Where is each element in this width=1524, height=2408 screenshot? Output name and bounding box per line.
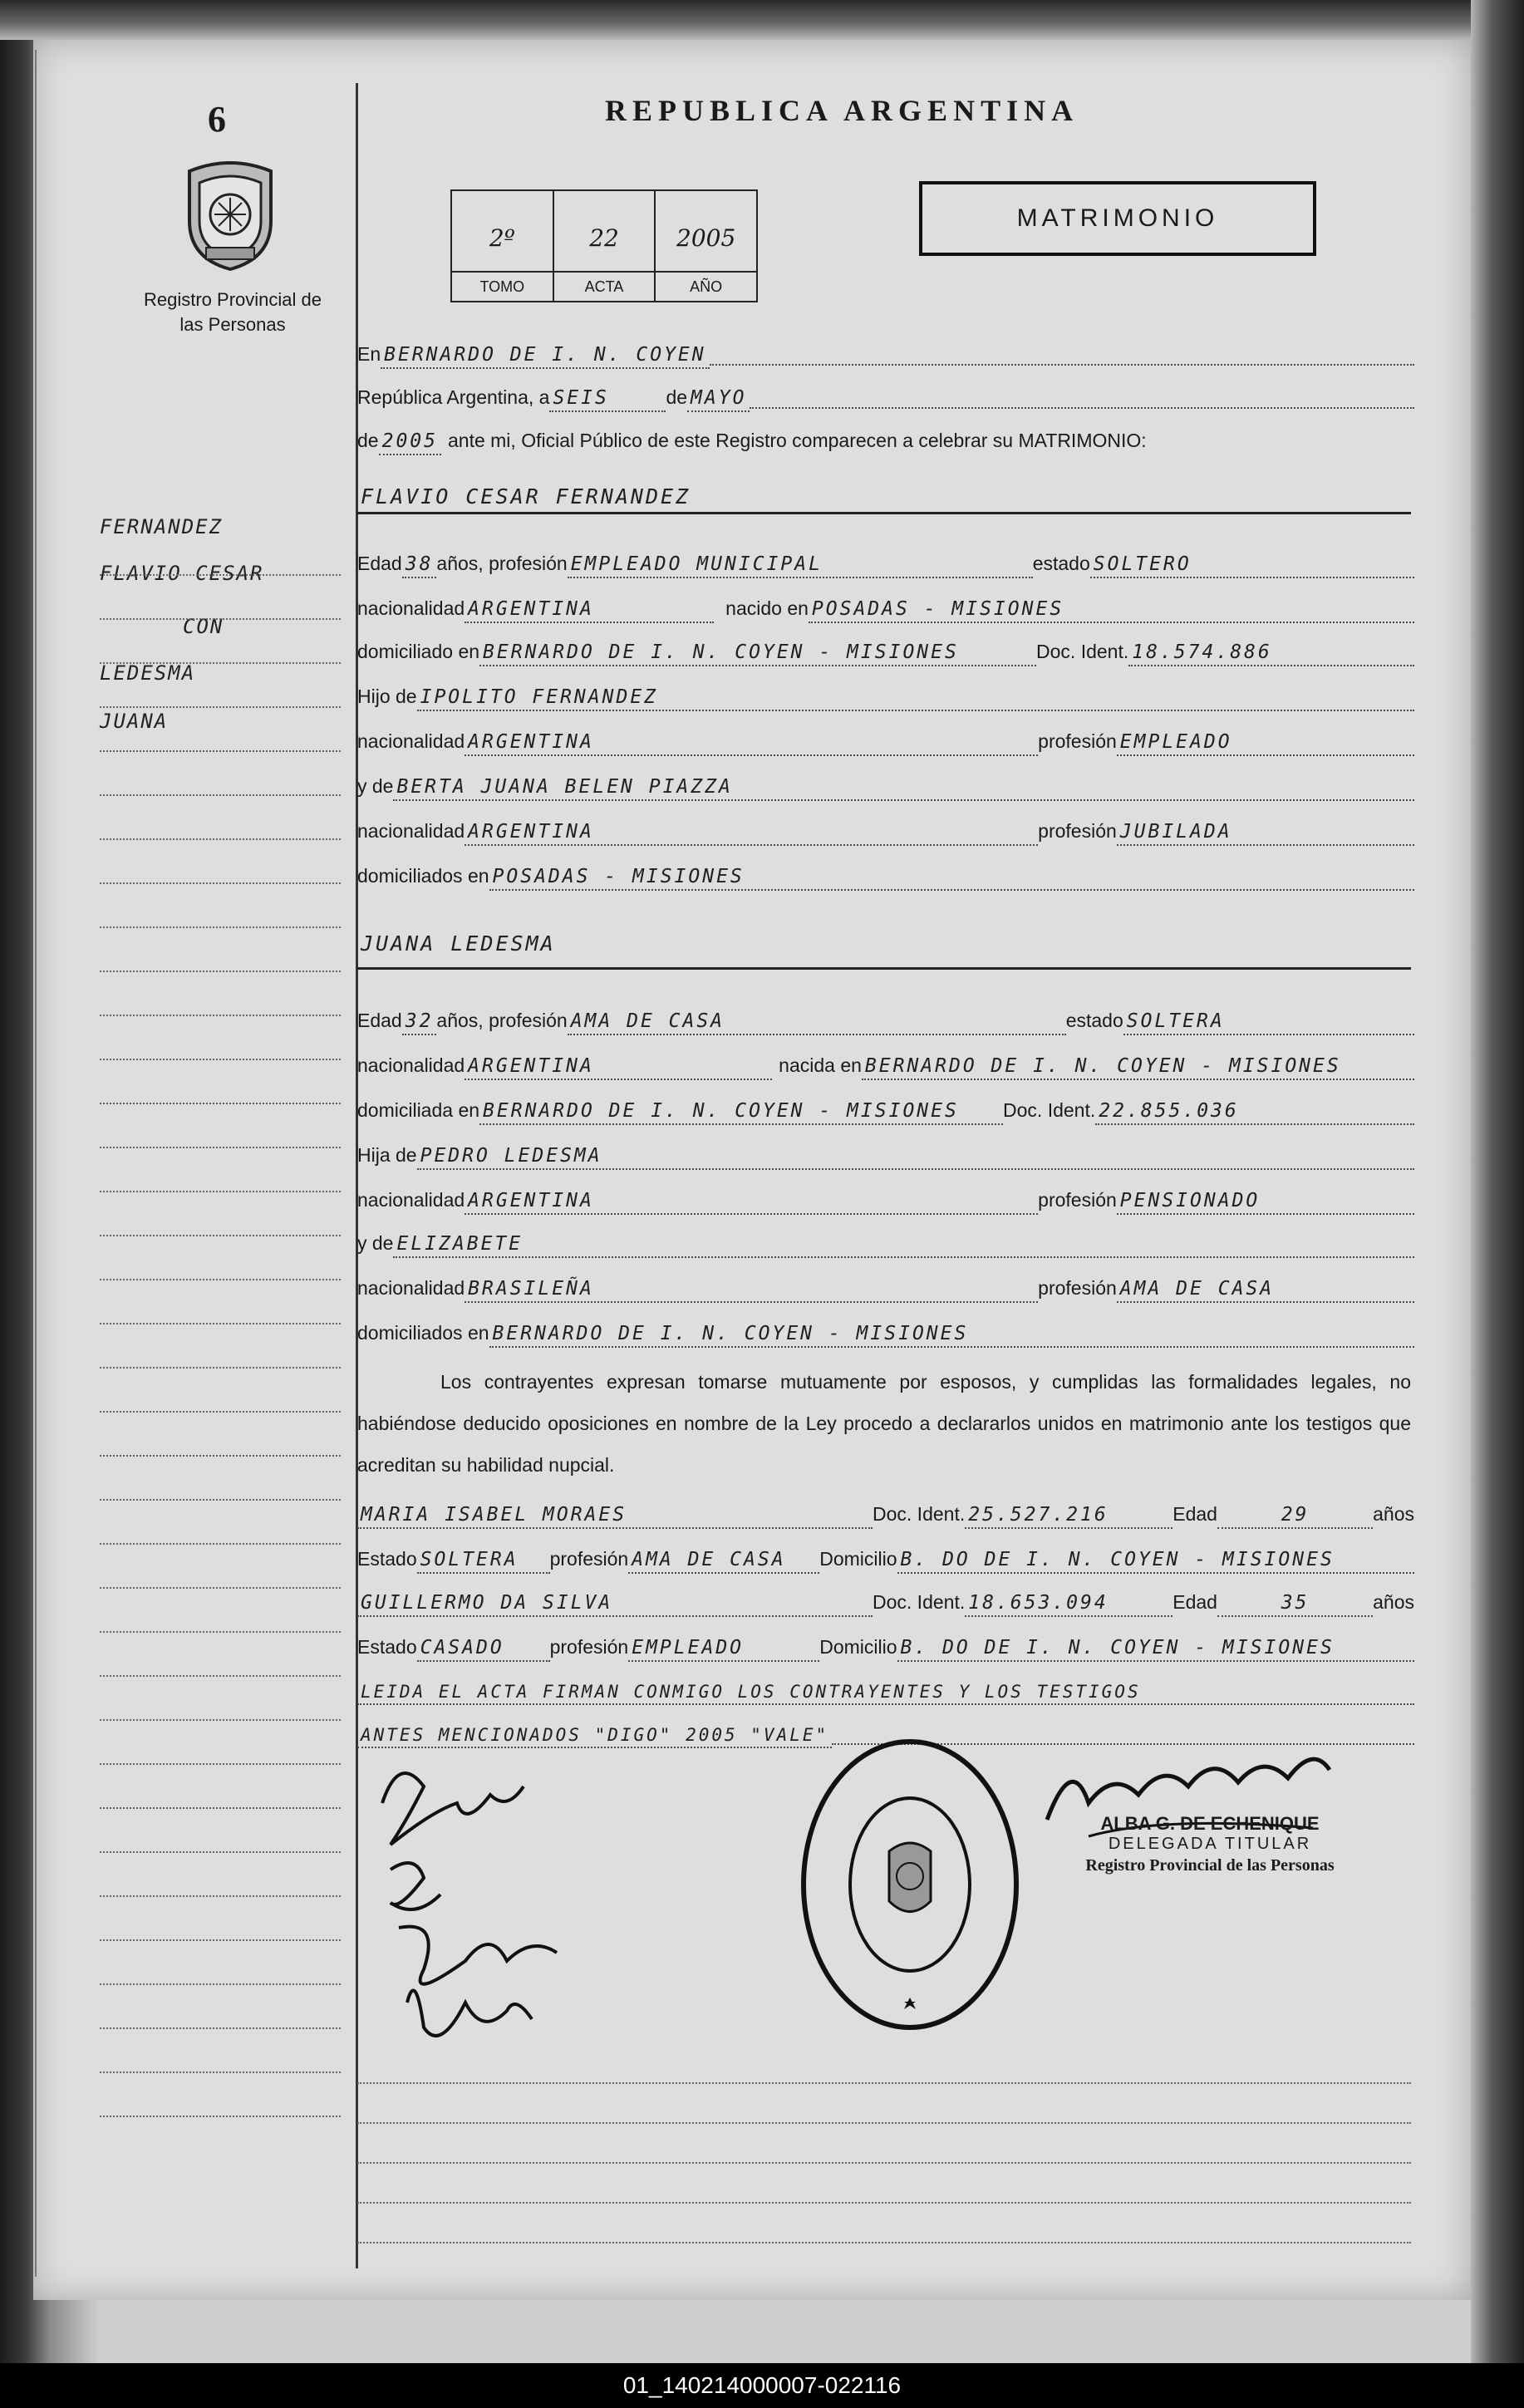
field-testigo-domicilio: B. DO DE I. N. COYEN - MISIONES xyxy=(897,1637,1414,1662)
anio-cell xyxy=(656,191,756,301)
field-dia: SEIS xyxy=(549,387,666,412)
firma-nombre: ALBA G. DE ECHENIQUE xyxy=(1100,1813,1320,1834)
row-testigo-2 xyxy=(357,1584,1414,1617)
label: nacida en xyxy=(779,1054,862,1076)
tomo-value: 2º xyxy=(489,224,515,252)
field-profesion: EMPLEADO MUNICIPAL xyxy=(568,553,1033,578)
label: profesión xyxy=(1038,820,1117,842)
field-nacido: POSADAS - MISIONES xyxy=(809,598,1414,623)
row-testigo-1-b xyxy=(357,1541,1414,1574)
field-madre-profesion: AMA DE CASA xyxy=(1117,1278,1414,1303)
label: Doc. Ident. xyxy=(1003,1099,1096,1121)
label: Estado xyxy=(357,1636,417,1658)
field-padre-nacionalidad: ARGENTINA xyxy=(465,1190,1038,1215)
acta-type-box: MATRIMONIO xyxy=(919,181,1316,256)
label: estado xyxy=(1065,1010,1123,1031)
row-testigo-1 xyxy=(357,1496,1414,1529)
tomo-cell xyxy=(452,191,554,301)
book-edge-top xyxy=(0,0,1524,40)
firma-organismo: Registro Provincial de las Personas xyxy=(1085,1856,1335,1875)
label: domiciliados en xyxy=(357,865,489,887)
folio-number: 6 xyxy=(208,99,226,140)
republica-title: REPUBLICA ARGENTINA xyxy=(605,94,1079,127)
field-madre: ELIZABETE xyxy=(393,1233,1414,1258)
intro-text: ante mi, Oficial Público de este Registro comparecen a celebrar su MATRIMONIO: xyxy=(447,430,1147,451)
row-dom-1 xyxy=(357,633,1414,666)
field-testigo-nombre: MARIA ISABEL MORAES xyxy=(357,1504,873,1529)
row-madre-2 xyxy=(357,1225,1414,1258)
field-nombre-contrayente-1: FLAVIO CESAR FERNANDEZ xyxy=(361,484,691,509)
row-madre-nac-2 xyxy=(357,1270,1414,1303)
field-testigo-profesion: EMPLEADO xyxy=(628,1637,819,1662)
row-nac-2 xyxy=(357,1047,1414,1080)
label: domiciliados en xyxy=(357,1322,489,1344)
row-hija-2 xyxy=(357,1137,1414,1170)
label: Doc. Ident. xyxy=(1036,641,1129,662)
declaracion-text: Los contrayentes expresan tomarse mutuamente por esposos, y cumplidas las formalidades legales, no habiéndose deducido oposiciones en nombre de la Ley procedo a declararlos unidos en matrimonio ante los testigos que acreditan su habilidad nupcial. xyxy=(357,1371,1411,1476)
field-anio: 2005 xyxy=(379,430,441,455)
field-testigo-doc: 18.653.094 xyxy=(965,1592,1172,1617)
row-madre-1 xyxy=(357,768,1414,801)
row-anio xyxy=(357,422,1414,455)
field-nacida: BERNARDO DE I. N. COYEN - MISIONES xyxy=(862,1055,1414,1080)
field-madre: BERTA JUANA BELEN PIAZZA xyxy=(393,776,1414,801)
row-edad-1 xyxy=(357,545,1414,578)
acta-value: 22 xyxy=(589,224,619,252)
margin-note-line: FLAVIO CESAR xyxy=(100,562,264,585)
margin-note-line: LEDESMA xyxy=(100,661,196,685)
field-testigo-estado: SOLTERA xyxy=(417,1549,550,1574)
field-padre: PEDRO LEDESMA xyxy=(417,1145,1414,1170)
label: y de xyxy=(357,775,394,797)
row-padres-dom-1 xyxy=(357,858,1414,891)
section-rule xyxy=(357,967,1411,970)
label: nacionalidad xyxy=(357,730,465,752)
provincial-crest-icon xyxy=(181,155,279,271)
label: años xyxy=(1373,1591,1414,1613)
label: años, profesión xyxy=(436,1010,568,1031)
margin-note-line: JUANA xyxy=(100,710,169,733)
field-madre-nacionalidad: ARGENTINA xyxy=(465,821,1038,846)
nota-line: ANTES MENCIONADOS "DIGO" 2005 "VALE" xyxy=(357,1725,832,1748)
acta-label: ACTA xyxy=(554,271,655,301)
field-padre-profesion: PENSIONADO xyxy=(1117,1190,1414,1215)
row-nac-1 xyxy=(357,590,1414,623)
field-lugar: BERNARDO DE I. N. COYEN xyxy=(381,344,710,369)
label: de xyxy=(666,386,688,408)
label: profesión xyxy=(1038,730,1117,752)
row-padres-dom-2 xyxy=(357,1315,1414,1348)
label: Edad xyxy=(357,553,402,574)
label: domiciliado en xyxy=(357,641,480,662)
row-nombre-2 xyxy=(357,924,1414,957)
row-dom-2 xyxy=(357,1092,1414,1125)
field-domicilio: BERNARDO DE I. N. COYEN - MISIONES xyxy=(479,641,1036,666)
row-lugar xyxy=(357,336,1414,369)
firma-cargo: DELEGADA TITULAR xyxy=(1108,1835,1312,1853)
label: Edad xyxy=(357,1010,402,1031)
label: profesión xyxy=(549,1636,629,1658)
blank-ruled-lines xyxy=(357,2044,1411,2243)
acta-cell xyxy=(554,191,656,301)
field-testigo-estado: CASADO xyxy=(417,1637,550,1662)
signatures-contrayentes-testigos xyxy=(366,1753,615,2086)
registro-label: Registro Provincial de las Personas xyxy=(144,289,322,335)
field-nacionalidad: ARGENTINA xyxy=(465,1055,772,1080)
row-padre-nac-1 xyxy=(357,723,1414,756)
margin-note-line: CON xyxy=(183,615,224,638)
label: nacionalidad xyxy=(357,1277,465,1299)
field-padres-domicilio: BERNARDO DE I. N. COYEN - MISIONES xyxy=(489,1323,1414,1348)
field-padre: IPOLITO FERNANDEZ xyxy=(417,686,1414,711)
row-madre-nac-1 xyxy=(357,813,1414,846)
label: de xyxy=(357,430,379,451)
field-estado: SOLTERA xyxy=(1123,1010,1414,1035)
label: y de xyxy=(357,1232,394,1254)
field-testigo-nombre: GUILLERMO DA SILVA xyxy=(357,1592,873,1617)
label: años xyxy=(1373,1503,1414,1525)
label: Estado xyxy=(357,1548,417,1570)
field-doc: 18.574.886 xyxy=(1128,641,1414,666)
row-fecha xyxy=(357,379,1414,412)
label: Domicilio xyxy=(819,1548,897,1570)
nota-line: LEIDA EL ACTA FIRMAN CONMIGO LOS CONTRAYENTES Y LOS TESTIGOS xyxy=(357,1682,1414,1705)
label: estado xyxy=(1032,553,1090,574)
label: Edad xyxy=(1172,1591,1217,1613)
section-rule xyxy=(357,512,1411,514)
label: En xyxy=(357,343,381,365)
field-testigo-edad: 35 xyxy=(1217,1592,1373,1617)
margin-note-line: FERNANDEZ xyxy=(100,515,224,538)
label: Hija de xyxy=(357,1144,417,1166)
field-estado: SOLTERO xyxy=(1090,553,1414,578)
label: República Argentina, a xyxy=(357,386,550,408)
field-madre-nacionalidad: BRASILEÑA xyxy=(465,1278,1038,1303)
label: Domicilio xyxy=(819,1636,897,1658)
field-doc: 22.855.036 xyxy=(1095,1100,1414,1125)
official-seal-icon xyxy=(798,1735,1022,2034)
field-edad: 32 xyxy=(402,1010,437,1035)
field-profesion: AMA DE CASA xyxy=(568,1010,1066,1035)
field-padres-domicilio: POSADAS - MISIONES xyxy=(489,866,1414,891)
row-edad-2 xyxy=(357,1002,1414,1035)
field-testigo-profesion: AMA DE CASA xyxy=(628,1549,819,1574)
label: Edad xyxy=(1172,1503,1217,1525)
row-testigo-2-b xyxy=(357,1629,1414,1662)
field-testigo-edad: 29 xyxy=(1217,1504,1373,1529)
label: nacionalidad xyxy=(357,820,465,842)
field-domicilio: BERNARDO DE I. N. COYEN - MISIONES xyxy=(479,1100,1003,1125)
label: Doc. Ident. xyxy=(873,1503,966,1525)
anio-label: AÑO xyxy=(656,271,756,301)
label: años, profesión xyxy=(436,553,568,574)
field-padre-profesion: EMPLEADO xyxy=(1117,731,1414,756)
tomo-acta-table xyxy=(450,189,758,302)
label: nacionalidad xyxy=(357,597,465,619)
field-testigo-doc: 25.527.216 xyxy=(965,1504,1172,1529)
field-nombre-contrayente-2: JUANA LEDESMA xyxy=(361,931,556,956)
field-edad: 38 xyxy=(402,553,437,578)
field-mes: MAYO xyxy=(687,387,750,412)
label: profesión xyxy=(549,1548,629,1570)
row-hijo-1 xyxy=(357,678,1414,711)
row-nombre-1 xyxy=(357,477,1414,510)
row-padre-nac-2 xyxy=(357,1182,1414,1215)
binding-line xyxy=(35,50,37,2277)
image-id-footer: 01_140214000007-022116 xyxy=(0,2363,1524,2408)
field-padre-nacionalidad: ARGENTINA xyxy=(465,731,1038,756)
field-nacionalidad: ARGENTINA xyxy=(465,598,714,623)
tomo-label: TOMO xyxy=(452,271,553,301)
label: nacionalidad xyxy=(357,1189,465,1211)
label: domiciliada en xyxy=(357,1099,480,1121)
anio-value: 2005 xyxy=(676,224,736,252)
label: nacionalidad xyxy=(357,1054,465,1076)
field-madre-profesion: JUBILADA xyxy=(1117,821,1414,846)
label: Hijo de xyxy=(357,686,417,707)
label: profesión xyxy=(1038,1189,1117,1211)
field-testigo-domicilio: B. DO DE I. N. COYEN - MISIONES xyxy=(897,1549,1414,1574)
book-edge-right xyxy=(1471,0,1524,2408)
margin-ruled-lines xyxy=(100,532,341,2117)
label: profesión xyxy=(1038,1277,1117,1299)
label: nacido en xyxy=(725,597,809,619)
row-nota-1 xyxy=(357,1672,1414,1705)
label: Doc. Ident. xyxy=(873,1591,966,1613)
